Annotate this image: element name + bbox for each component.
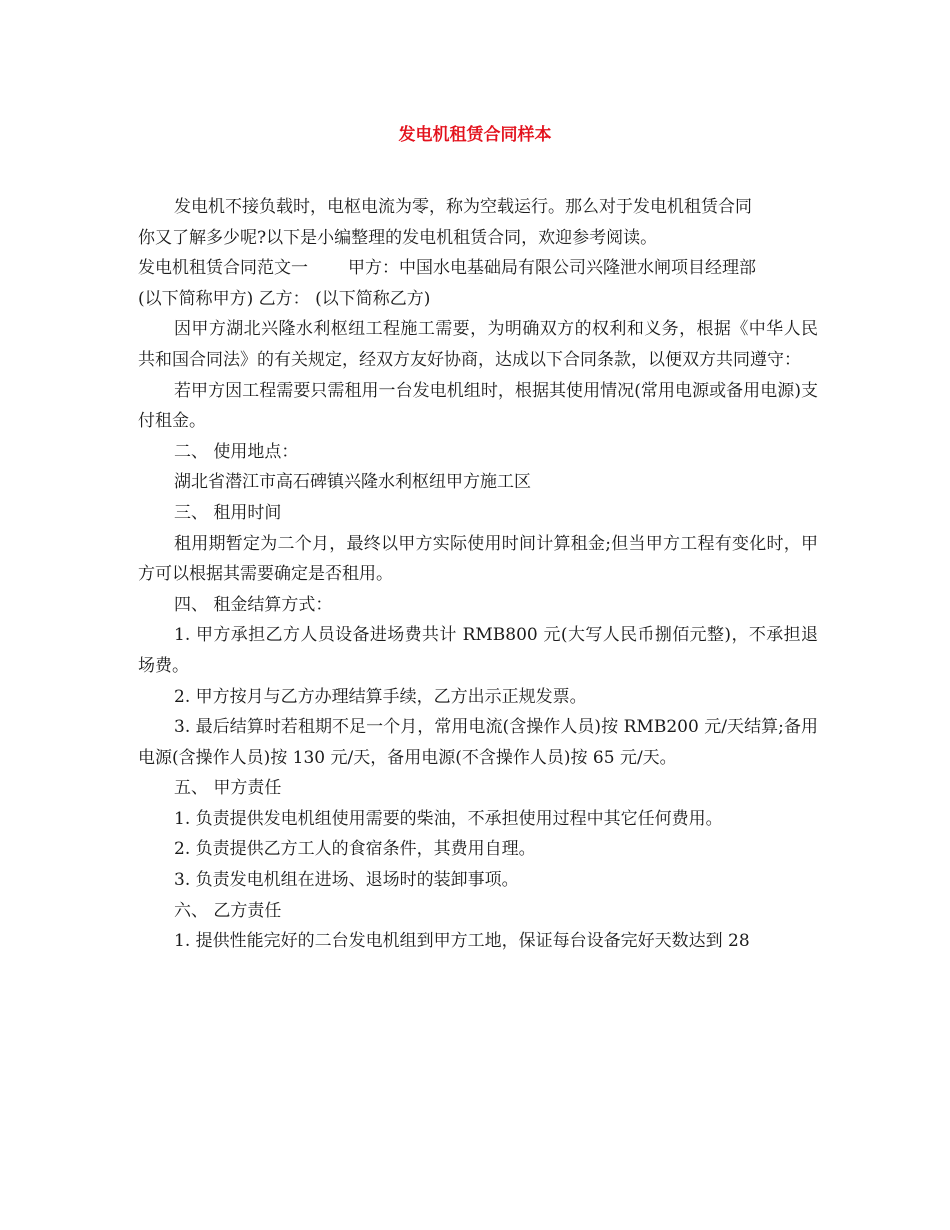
section-2-body: 湖北省潜江市高石碑镇兴隆水利枢纽甲方施工区 bbox=[174, 472, 531, 493]
section-2-heading: 二、 使用地点： bbox=[174, 441, 299, 462]
party-line-2: (以下简称甲方) 乙方： (以下简称乙方) bbox=[138, 288, 431, 309]
section-3-body: 租用期暂定为二个月，最终以甲方实际使用时间计算租金;但当甲方工程有变化时，甲方可以根据其需要确定是否租用。 bbox=[138, 533, 818, 585]
section-5-item-3: 3. 负责发电机组在进场、退场时的装卸事项。 bbox=[174, 870, 519, 891]
rent-rule-paragraph: 若甲方因工程需要只需租用一台发电机组时，根据其使用情况(常用电源或备用电源)支付租金。 bbox=[138, 380, 818, 432]
section-4-item-2: 2. 甲方按月与乙方办理结算手续，乙方出示正规发票。 bbox=[174, 686, 587, 707]
section-5-item-1: 1. 负责提供发电机组使用需要的柴油，不承担使用过程中其它任何费用。 bbox=[174, 808, 723, 829]
spacer bbox=[308, 253, 348, 284]
intro-line-2: 你又了解多少呢?以下是小编整理的发电机租赁合同，欢迎参考阅读。 bbox=[138, 227, 658, 248]
sample-heading: 发电机租赁合同范文一 bbox=[138, 258, 308, 279]
section-4-item-1: 1. 甲方承担乙方人员设备进场费共计 RMB800 元(大写人民币捌佰元整)，不承担退场费。 bbox=[138, 625, 818, 676]
section-6-heading: 六、 乙方责任 bbox=[174, 900, 282, 921]
section-5-item-2: 2. 负责提供乙方工人的食宿条件，其费用自理。 bbox=[174, 839, 536, 860]
section-3-heading: 三、 租用时间 bbox=[174, 502, 282, 523]
party-a: 甲方：中国水电基础局有限公司兴隆泄水闸项目经理部 bbox=[348, 258, 756, 279]
section-5-heading: 五、 甲方责任 bbox=[174, 778, 282, 799]
purpose-paragraph: 因甲方湖北兴隆水利枢纽工程施工需要，为明确双方的权利和义务，根据《中华人民共和国合同法》的有关规定，经双方友好协商，达成以下合同条款，以便双方共同遵守： bbox=[138, 319, 818, 370]
section-4-heading: 四、 租金结算方式： bbox=[174, 594, 333, 615]
section-4-item-3: 3. 最后结算时若租期不足一个月，常用电流(含操作人员)按 RMB200 元/天结算;备用电源(含操作人员)按 130 元/天，备用电源(不含操作人员)按 65 元/天。 bbox=[138, 717, 818, 768]
document-title: 发电机租赁合同样本 bbox=[398, 125, 552, 145]
intro-line-1: 发电机不接负载时，电枢电流为零，称为空载运行。那么对于发电机租赁合同 bbox=[174, 197, 752, 217]
document-body bbox=[138, 192, 818, 957]
section-6-item-1: 1. 提供性能完好的二台发电机组到甲方工地，保证每台设备完好天数达到 28 bbox=[174, 931, 750, 952]
party-line-1 bbox=[138, 253, 818, 284]
